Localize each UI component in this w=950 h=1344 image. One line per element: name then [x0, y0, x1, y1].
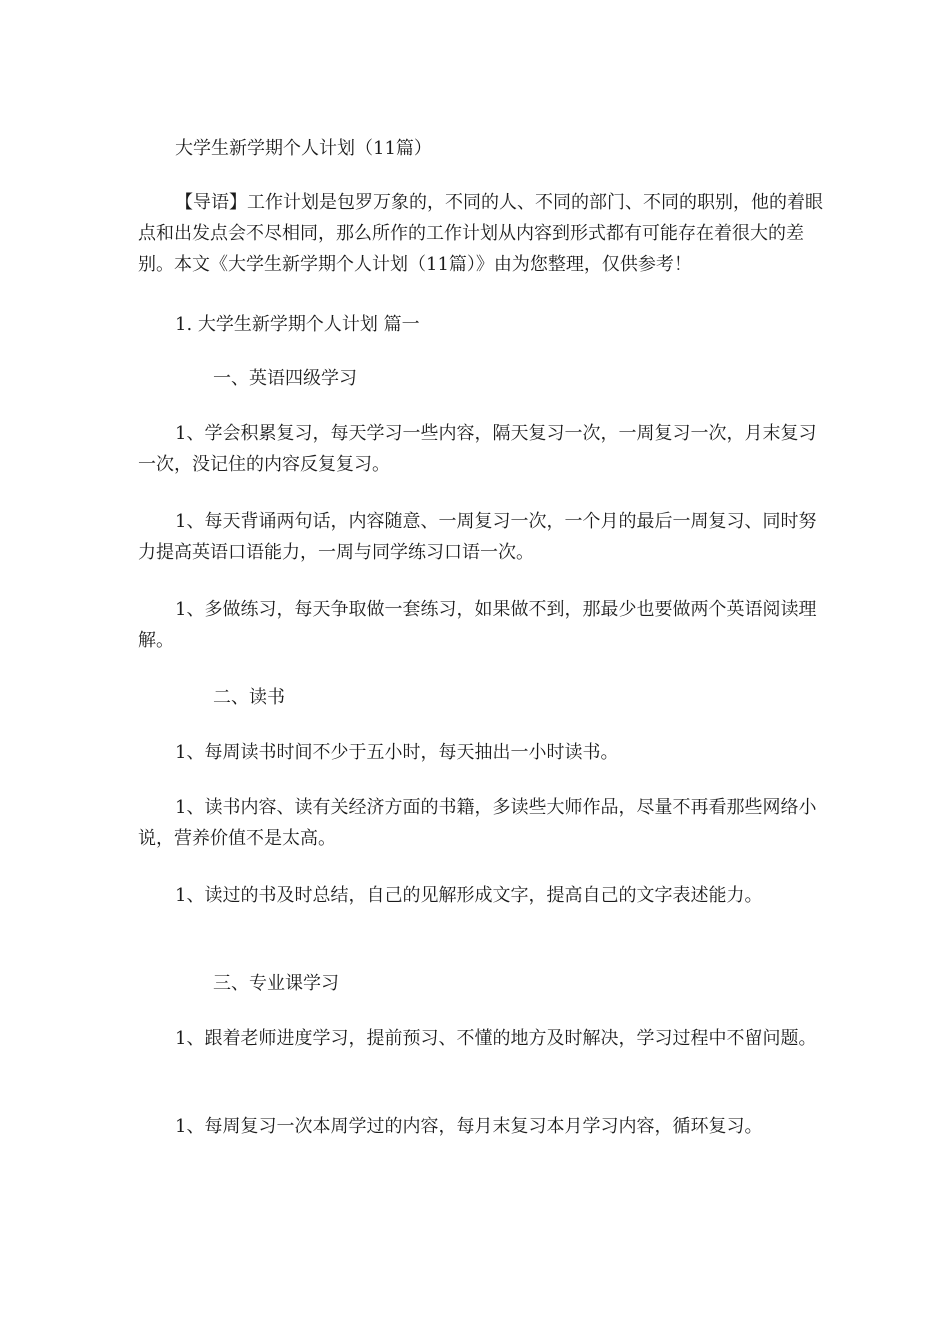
- major-paragraph-1: 1、跟着老师进度学习，提前预习、不懂的地方及时解决，学习过程中不留问题。: [175, 1028, 817, 1049]
- major-paragraph-2: 1、每周复习一次本周学过的内容，每月末复习本月学习内容，循环复习。: [175, 1116, 763, 1137]
- intro-paragraph: 【导语】工作计划是包罗万象的，不同的人、不同的部门、不同的职别，他的着眼点和出发点会不尽相同，那么所作的工作计划从内容到形式都有可能存在着很大的差别。本文《大学生新学期个人计划（11篇）》由为您整理，仅供参考！: [138, 192, 823, 275]
- reading-paragraph-3: 1、读过的书及时总结，自己的见解形成文字，提高自己的文字表述能力。: [175, 885, 763, 906]
- section-heading-english: 一、英语四级学习: [213, 368, 357, 389]
- english-paragraph-1: 1、学会积累复习，每天学习一些内容，隔天复习一次，一周复习一次，月末复习一次，没记住的内容反复复习。: [138, 423, 817, 475]
- section-heading-reading: 二、读书: [213, 687, 285, 708]
- section-heading-major: 三、专业课学习: [213, 973, 339, 994]
- document-title: 大学生新学期个人计划（11篇）: [175, 138, 432, 159]
- reading-paragraph-1: 1、每周读书时间不少于五小时，每天抽出一小时读书。: [175, 742, 619, 763]
- english-paragraph-2: 1、每天背诵两句话，内容随意、一周复习一次，一个月的最后一周复习、同时努力提高英语口语能力，一周与同学练习口语一次。: [138, 511, 817, 563]
- reading-paragraph-2: 1、读书内容、读有关经济方面的书籍，多读些大师作品，尽量不再看那些网络小说，营养价值不是太高。: [138, 797, 817, 849]
- item-heading: 1. 大学生新学期个人计划 篇一: [175, 314, 420, 335]
- english-paragraph-3: 1、多做练习，每天争取做一套练习，如果做不到，那最少也要做两个英语阅读理解。: [138, 599, 817, 651]
